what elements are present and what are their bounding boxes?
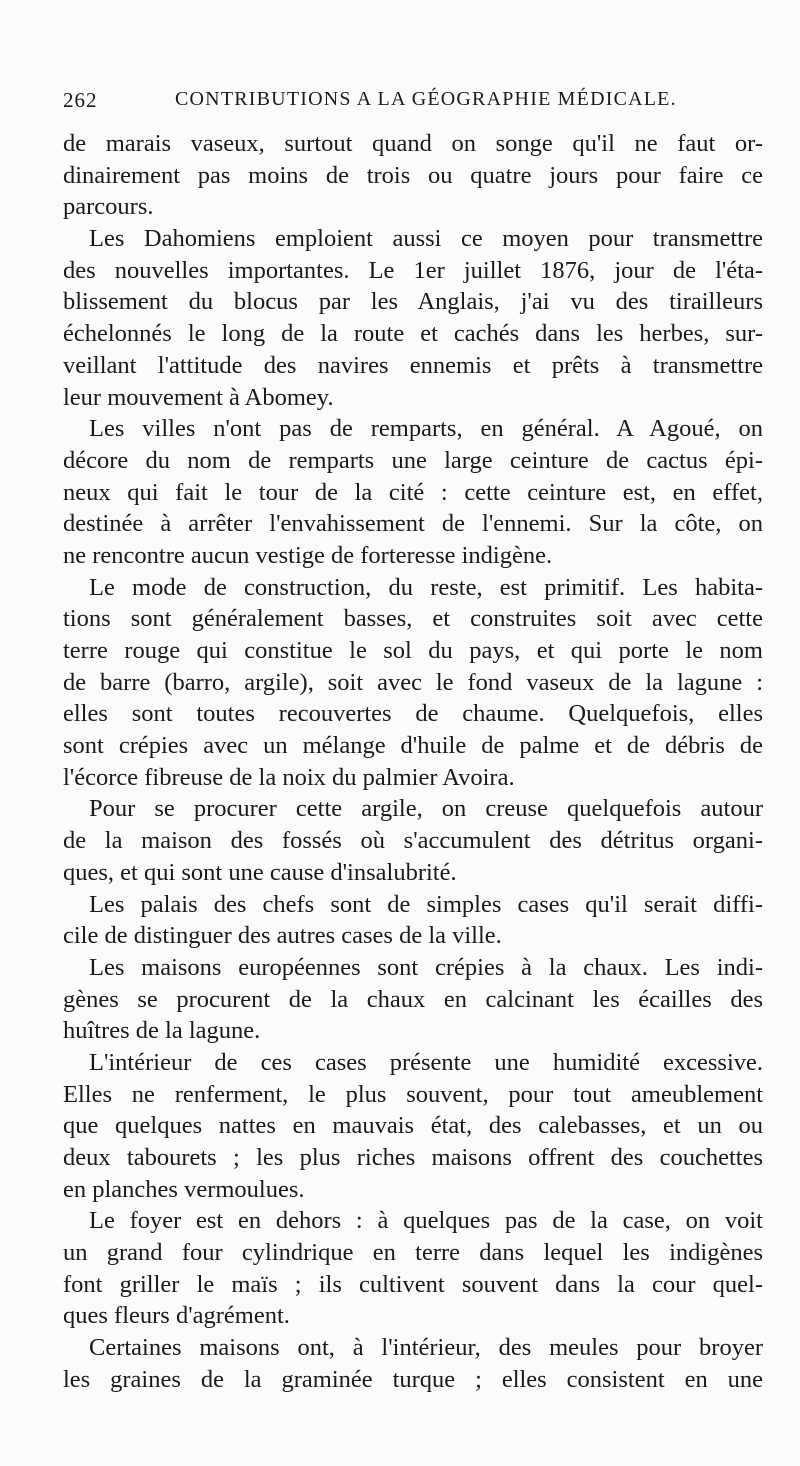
- text-line: décore du nom de remparts une large ceinture de cactus épi-: [63, 446, 763, 474]
- text-line: en planches vermoulues.: [63, 1175, 305, 1203]
- text-line: de barre (barro, argile), soit avec le fond vaseux de la lagune :: [63, 668, 763, 696]
- text-line: Le foyer est en dehors : à quelques pas de la case, on voit: [89, 1207, 763, 1235]
- text-line: Les villes n'ont pas de remparts, en général. A Agoué, on: [89, 415, 763, 443]
- text-line: Certaines maisons ont, à l'intérieur, des meules pour broyer: [89, 1334, 763, 1362]
- text-line: leur mouvement à Abomey.: [63, 383, 334, 411]
- text-line: échelonnés le long de la route et cachés dans les herbes, sur-: [63, 320, 763, 348]
- text-line: ques, et qui sont une cause d'insalubrité.: [63, 858, 457, 886]
- text-line: blissement du blocus par les Anglais, j'ai vu des tirailleurs: [63, 288, 763, 316]
- page-number: 262: [63, 88, 98, 112]
- text-line: Les Dahomiens emploient aussi ce moyen pour transmettre: [89, 225, 763, 253]
- running-title: CONTRIBUTIONS A LA GÉOGRAPHIE MÉDICALE.: [175, 88, 677, 110]
- text-line: des nouvelles importantes. Le 1er juillet 1876, jour de l'éta-: [63, 256, 763, 284]
- text-line: huîtres de la lagune.: [63, 1017, 261, 1045]
- text-line: que quelques nattes en mauvais état, des calebasses, et un ou: [63, 1112, 763, 1140]
- text-line: l'écorce fibreuse de la noix du palmier Avoira.: [63, 763, 515, 791]
- text-line: deux tabourets ; les plus riches maisons offrent des couchettes: [63, 1144, 763, 1171]
- page-header: [63, 88, 763, 122]
- text-line: Pour se procurer cette argile, on creuse quelquefois autour: [89, 795, 763, 823]
- text-line: Les maisons européennes sont crépies à la chaux. Les indi-: [89, 953, 763, 981]
- text-line: terre rouge qui constitue le sol du pays, et qui porte le nom: [63, 637, 763, 664]
- text-line: Elles ne renferment, le plus souvent, pour tout ameublement: [63, 1080, 763, 1108]
- body-text: [63, 128, 763, 1396]
- text-line: destinée à arrêter l'envahissement de l'ennemi. Sur la côte, on: [63, 510, 763, 538]
- text-line: cile de distinguer des autres cases de la ville.: [63, 922, 502, 950]
- text-line: de marais vaseux, surtout quand on songe qu'il ne faut or-: [63, 130, 763, 157]
- text-line: parcours.: [63, 193, 154, 221]
- text-line: dinairement pas moins de trois ou quatre jours pour faire ce: [63, 161, 763, 189]
- text-line: tions sont généralement basses, et construites soit avec cette: [63, 605, 763, 633]
- text-line: font griller le maïs ; ils cultivent souvent dans la cour quel-: [63, 1270, 763, 1298]
- text-line: neux qui fait le tour de la cité : cette ceinture est, en effet,: [63, 478, 763, 506]
- text-line: gènes se procurent de la chaux en calcinant les écailles des: [63, 985, 763, 1013]
- text-line: L'intérieur de ces cases présente une humidité excessive.: [89, 1048, 763, 1076]
- text-line: ques fleurs d'agrément.: [63, 1302, 290, 1330]
- text-line: de la maison des fossés où s'accumulent des détritus organi-: [63, 827, 763, 855]
- text-line: sont crépies avec un mélange d'huile de palme et de débris de: [63, 732, 763, 760]
- text-line: ne rencontre aucun vestige de forteresse indigène.: [63, 541, 553, 569]
- text-line: veillant l'attitude des navires ennemis et prêts à transmettre: [63, 351, 763, 379]
- text-line: elles sont toutes recouvertes de chaume. Quelquefois, elles: [63, 700, 763, 728]
- text-line: un grand four cylindrique en terre dans lequel les indigènes: [63, 1239, 763, 1267]
- text-line: Le mode de construction, du reste, est primitif. Les habita-: [89, 573, 763, 601]
- text-line: les graines de la graminée turque ; elles consistent en une: [63, 1365, 763, 1393]
- text-line: Les palais des chefs sont de simples cases qu'il serait diffi-: [89, 890, 763, 918]
